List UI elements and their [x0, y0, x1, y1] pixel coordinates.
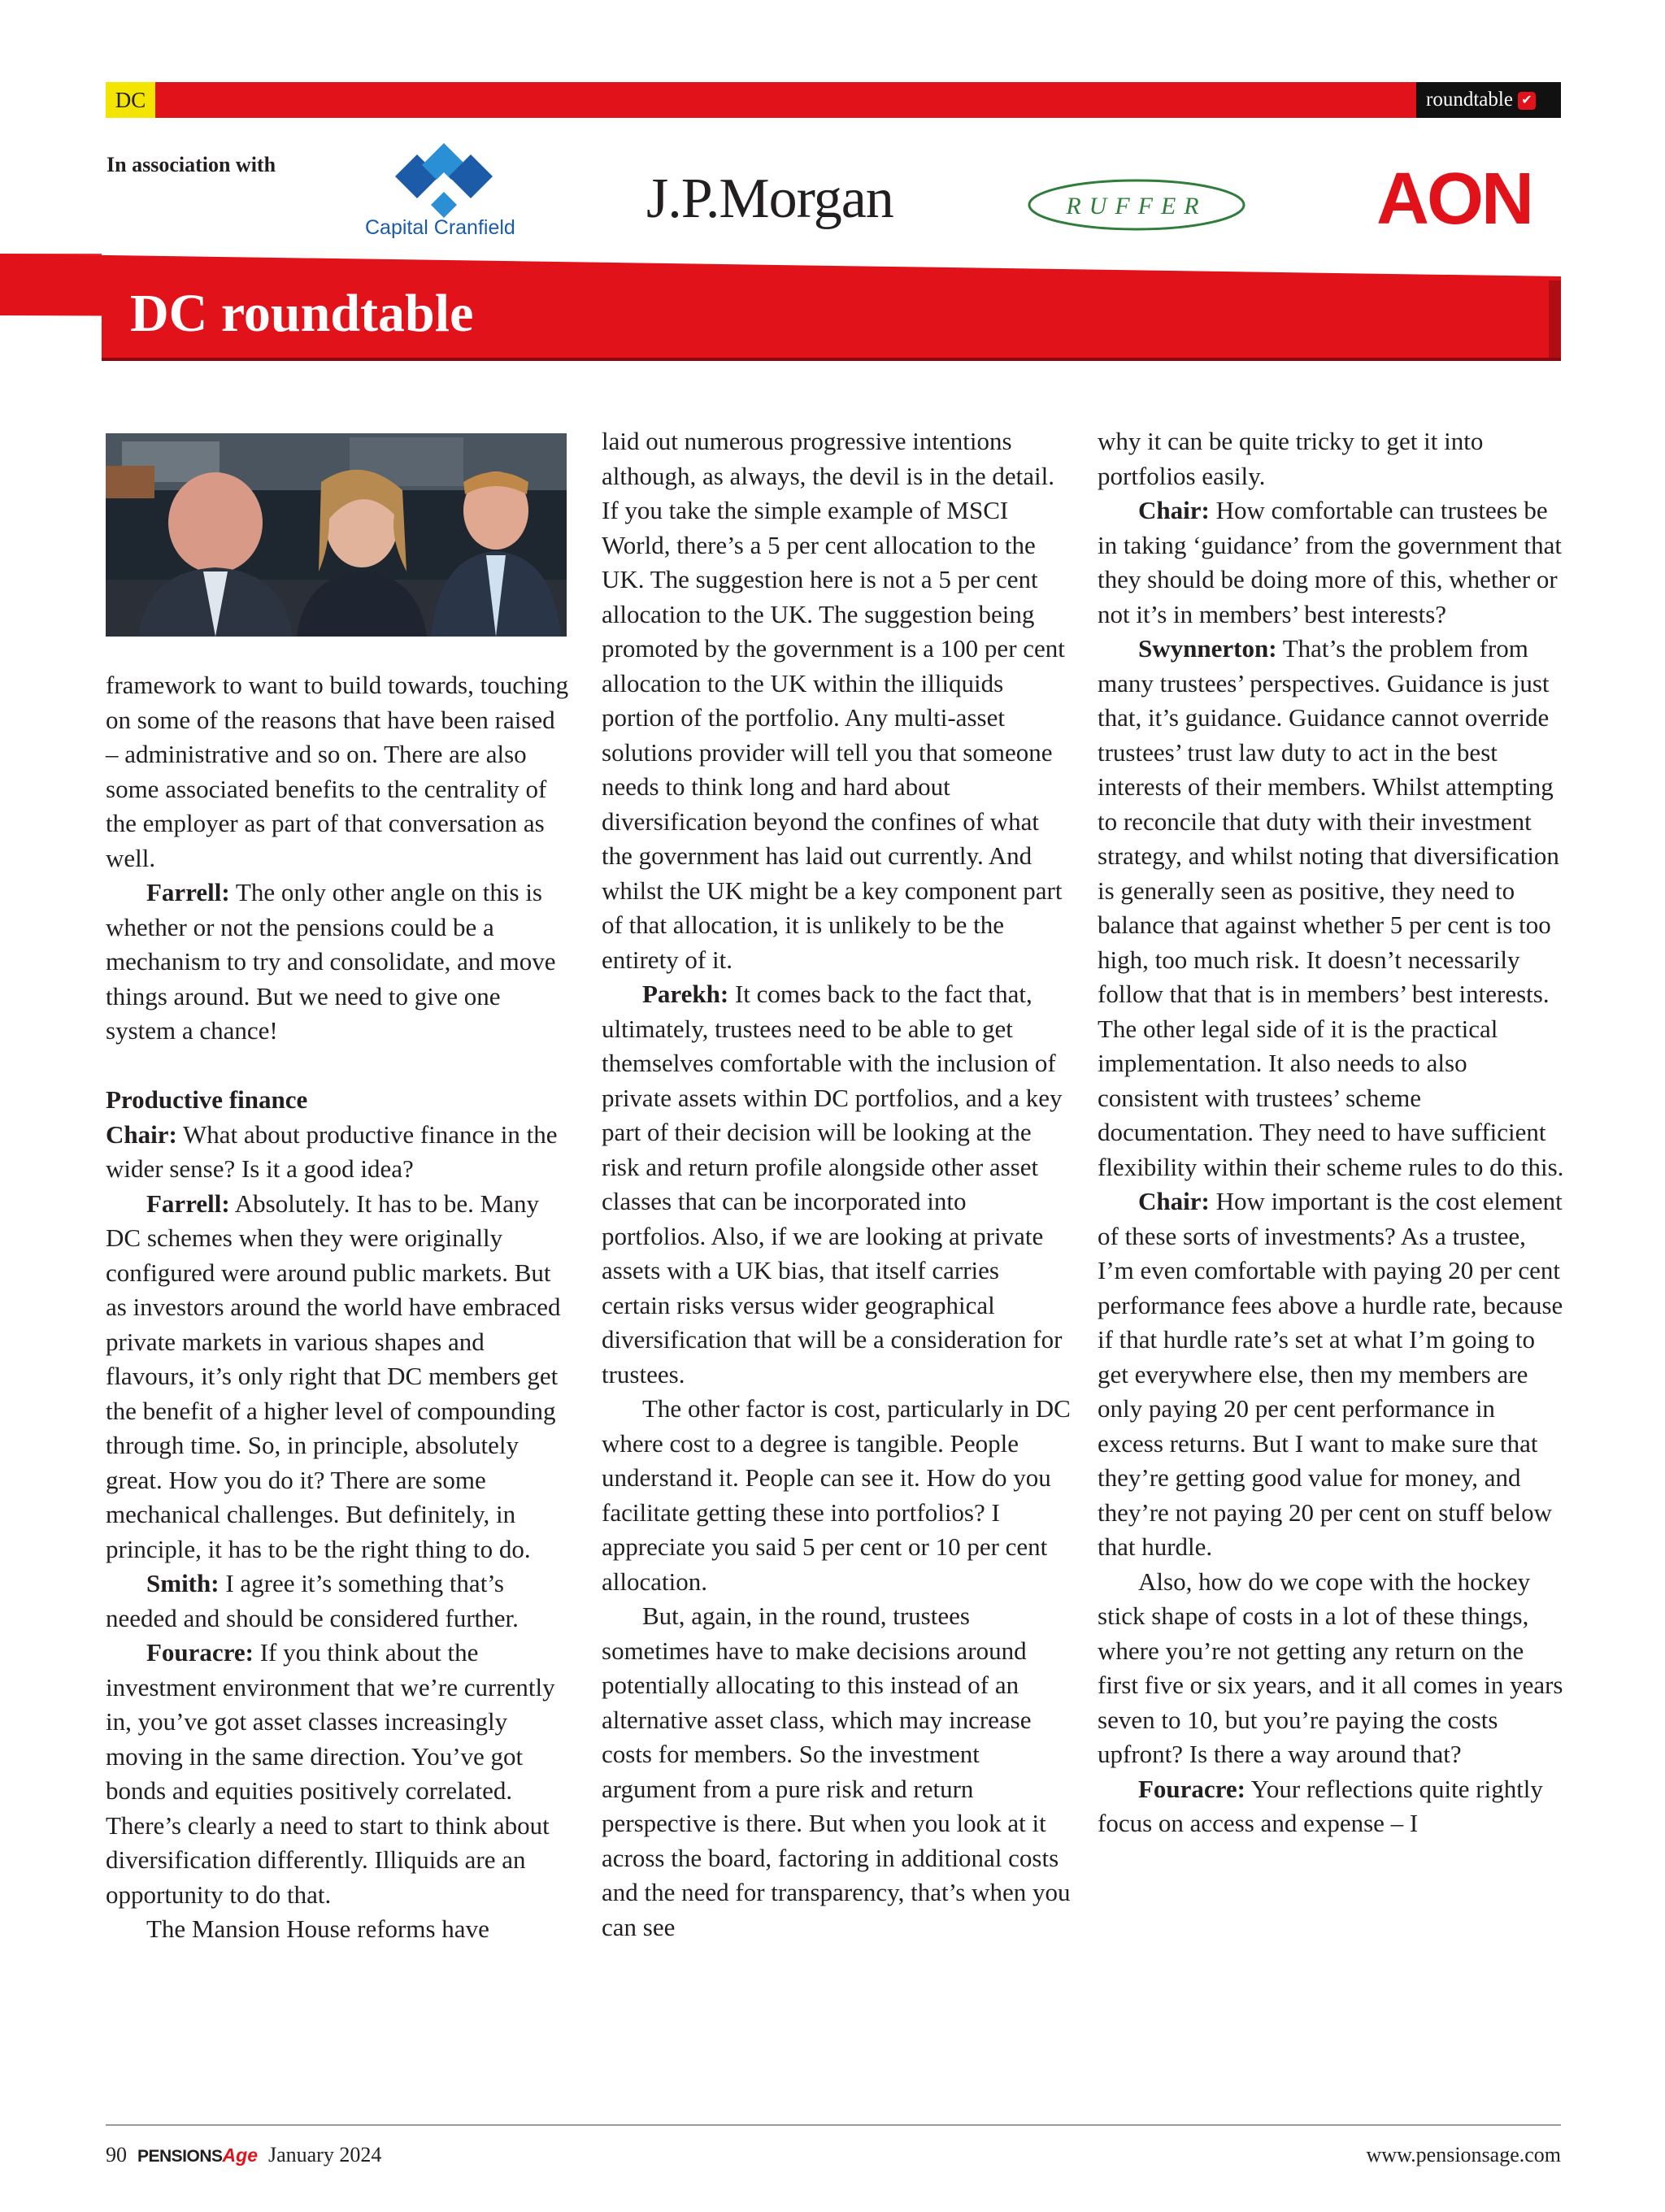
paragraph: But, again, in the round, trustees sometimes have to make decisions around potentially allocating to this instead of an alternative asset class, which may increase costs for members. So the investment argument from a pure risk and return perspective is there. But when you look at it across the board, factoring in additional costs and the need for transparency, that’s when you can see — [602, 1601, 1071, 1941]
footer-left — [106, 2143, 381, 2167]
magazine-logo-part2: Age — [222, 2145, 258, 2166]
jpmorgan-logo: J.P.Morgan — [646, 167, 893, 230]
site-url[interactable]: www.pensionsage.com — [1366, 2143, 1561, 2166]
article-column-1 — [106, 668, 573, 1947]
paragraph: Fouracre: Your reflections quite rightly focus on access and expense – I — [1098, 1774, 1543, 1837]
association-label: In association with — [107, 153, 276, 176]
paragraph: Farrell: The only other angle on this is whether or not the pensions could be a mechanism to try and consolidate, and move things around. But we need to give one system a chance! — [106, 878, 556, 1045]
paragraph: Also, how do we cope with the hockey stick shape of costs in a lot of these things, where you’re not getting any return on the first five or six years, and it all comes in years seven to 10, but you’re paying the costs upfront? Is there a way around that? — [1098, 1567, 1563, 1768]
series-tag[interactable] — [1416, 82, 1561, 118]
speaker-name: Chair: — [106, 1119, 177, 1149]
panel-photo — [106, 433, 567, 637]
paragraph: framework to want to build towards, touching on some of the reasons that have been raised – administrative and so on. There are also some associated benefits to the centrality of the employer as part of that conversation as well. — [106, 671, 569, 872]
chevron-down-icon: ✔ — [1518, 92, 1536, 110]
subheading: Productive finance — [106, 1085, 308, 1114]
section-bar — [106, 82, 1561, 118]
magazine-logo-part1: PENSIONS — [137, 2147, 223, 2166]
page-title: DC roundtable — [130, 284, 474, 343]
issue-date: January 2024 — [267, 2143, 382, 2166]
section-tag: DC — [106, 82, 155, 118]
speaker-name: Fouracre: — [1138, 1774, 1245, 1803]
paragraph: Parekh: It comes back to the fact that, ultimately, trustees need to be able to get themselves comfortable with the inclusion of private assets within DC portfolios, and a key part of their decision will be looking at the risk and return profile alongside other asset classes that can be incorporated into portfolios. Also, if we are looking at private assets with a UK bias, that itself carries certain risks versus wider geographical diversification that will be a consideration for trustees. — [602, 980, 1063, 1388]
ruffer-wordmark: RUFFER — [1066, 193, 1207, 219]
capital-cranfield-name: Capital Cranfield — [365, 216, 515, 239]
series-tag-label: roundtable — [1426, 89, 1513, 111]
speaker-name: Chair: — [1138, 496, 1210, 524]
speaker-name: Fouracre: — [146, 1638, 254, 1667]
paragraph: Smith: I agree it’s something that’s needed and should be considered further. — [106, 1569, 519, 1632]
speaker-name: Farrell: — [146, 1189, 230, 1218]
speaker-name: Swynnerton: — [1138, 634, 1277, 663]
page-number: 90 — [106, 2143, 127, 2166]
paragraph: The Mansion House reforms have — [146, 1914, 489, 1943]
paragraph: Swynnerton: That’s the problem from many trustees’ perspectives. Guidance is just that, it’s guidance. Guidance cannot override trustees’ trust law duty to act in the best interests of their members. Whilst attempting to reconcile that duty with their investment strategy, and whilst noting that diversification is generally seen as positive, they need to balance that against whether 5 per cent is too high, too much risk. It doesn’t necessarily follow that that is in members’ best interests. The other legal side of it is the practical implementation. It also needs to also consistent with trustees’ scheme documentation. They need to have sufficient flexibility within their scheme rules to do this. — [1098, 634, 1564, 1181]
speaker-name: Chair: — [1138, 1187, 1210, 1215]
paragraph: Fouracre: If you think about the investment environment that we’re currently in, you’ve got asset classes increasingly moving in the same direction. You’ve got bonds and equities positively correlated. There’s clearly a need to start to think about diversification differently. Illiquids are an opportunity to do that. — [106, 1638, 555, 1909]
paragraph: Farrell: Absolutely. It has to be. Many DC schemes when they were originally configured were around public markets. But as investors around the world have embraced private markets in various shapes and flavours, it’s only right that DC members get the benefit of a higher level of compounding through time. So, in principle, absolutely great. How you do it? There are some mechanical challenges. But definitely, in principle, it has to be the right thing to do. — [106, 1189, 561, 1563]
paragraph: Chair: What about productive finance in the wider sense? Is it a good idea? — [106, 1119, 558, 1183]
paragraph: Chair: How comfortable can trustees be in taking ‘guidance’ from the government that they should be doing more of this, whether or not it’s in members’ best interests? — [1098, 496, 1563, 628]
ruffer-logo — [1023, 171, 1250, 244]
speaker-name: Parekh: — [642, 980, 729, 1008]
article-column-3 — [1098, 424, 1565, 1841]
paragraph: Chair: How important is the cost element of these sorts of investments? As a trustee, I’m even comfortable with paying 20 per cent performance fees above a hurdle rate, because if that hurdle rate’s set at what I’m going to get everywhere else, then my members are only paying 20 per cent performance in excess returns. But I want to make sure that they’re getting good value for money, and they’re not paying 20 per cent on stuff below that hurdle. — [1098, 1187, 1563, 1561]
speaker-name: Smith: — [146, 1569, 220, 1597]
paragraph: The other factor is cost, particularly in DC where cost to a degree is tangible. People understand it. People can see it. How do you facilitate getting these into portfolios? I appreciate you said 5 per cent or 10 per cent allocation. — [602, 1394, 1071, 1596]
footer-rule — [106, 2124, 1561, 2126]
aon-logo: AON — [1376, 159, 1532, 240]
speaker-name: Farrell: — [146, 878, 230, 906]
paragraph: laid out numerous progressive intentions although, as always, the devil is in the detail. If you take the simple example of MSCI World, there’s a 5 per cent allocation to the UK. The suggestion here is not a 5 per cent allocation to the UK. The suggestion being promoted by the government is a 100 per cent allocation to the UK within the illiquids portion of the portfolio. Any multi-asset solutions provider will tell you that someone needs to think long and hard about diversification beyond the confines of what the government has laid out currently. And whilst the UK might be a key component part of that allocation, it is unlikely to be the entirety of it. — [602, 427, 1065, 974]
article-column-2 — [602, 424, 1073, 1945]
paragraph: why it can be quite tricky to get it into portfolios easily. — [1098, 427, 1484, 490]
